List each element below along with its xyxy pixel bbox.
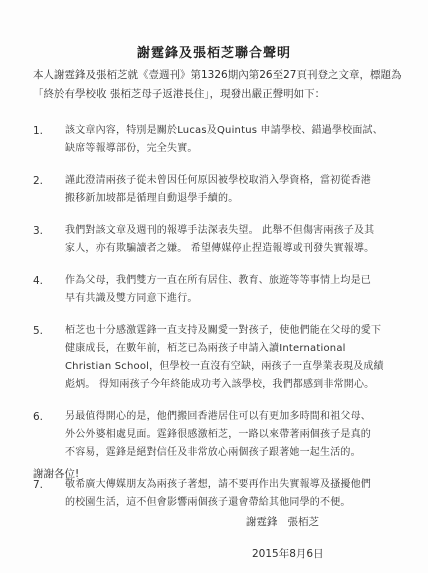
statement-items xyxy=(33,122,413,526)
statement-item-7 xyxy=(33,476,413,512)
statement-item-4 xyxy=(33,272,413,308)
item-text: 作為父母，我們雙方一直在所有居住、教育、旅遊等等事情上均是已 早有共識及雙方同意下進行。 xyxy=(65,275,371,304)
statement-intro: 本人謝霆鋒及張栢芝就《壹週刊》第1326期內第26至27頁刊登之文章，標題為「終於有學校收 張栢芝母子返港長住」，現發出嚴正聲明如下： xyxy=(33,69,402,100)
item-number: 3. xyxy=(33,225,44,237)
item-number: 2. xyxy=(33,175,44,187)
signature-name: 張栢芝 xyxy=(287,516,319,528)
statement-item-1 xyxy=(33,122,413,158)
item-text: 謹此澄清兩孩子從未曾因任何原因被學校取消入學資格，當初從香港 搬移新加坡都是循理自動退學手續的。 xyxy=(65,175,371,204)
statement-item-3 xyxy=(33,222,413,258)
item-text: 該文章內容，特別是關於Lucas及Quintus 申請學校、錯過學校面試、 缺席等報導部份，完全失實。 xyxy=(65,125,383,154)
item-text: 栢芝也十分感激霆鋒一直支持及關愛一對孩子，使他們能在父母的愛下 健康成長，在數年前，栢芝已為兩孩子申請入讀International Christian School，但學校一直沒有空缺，兩孩子一直學業表現及成績 彪炳。 得知兩孩子今年終能成功考入該學校，我們都感到非常開心。 xyxy=(65,325,384,390)
item-number: 7. xyxy=(33,479,44,491)
item-number: 6. xyxy=(33,411,44,423)
statement-item-5 xyxy=(33,322,413,394)
statement-item-2 xyxy=(33,172,413,208)
statement-title: 謝霆鋒及張栢芝聯合聲明 xyxy=(136,46,291,61)
closing-thanks: 謝謝各位! xyxy=(33,468,80,480)
statement-date: 2015年8月6日 xyxy=(252,548,324,560)
item-text: 敬希廣大傳媒朋友為兩孩子著想，請不要再作出失實報導及搔擾他們 的校園生活，這不但會影響兩個孩子還會帶給其他同學的不便。 xyxy=(65,479,371,508)
item-number: 4. xyxy=(33,275,44,287)
item-number: 5. xyxy=(33,325,44,337)
signatures xyxy=(246,514,319,529)
item-text: 另最值得開心的是，他們搬回香港居住可以有更加多時間和祖父母、 外公外婆相處見面。霆鋒很感激栢芝，一路以來帶著兩個孩子是真的 不容易，霆鋒是絕對信任及非常放心兩個孩子跟著她一起生活的。 xyxy=(65,411,371,458)
item-number: 1. xyxy=(33,125,44,137)
item-text: 我們對該文章及週刊的報導手法深表失望。 此舉不但傷害兩孩子及其 家人，亦有欺騙讀者之嫌。 希望傳媒停止捏造報導或刊發失實報導。 xyxy=(65,225,375,254)
signature-name: 謝霆鋒 xyxy=(246,516,278,528)
statement-item-6 xyxy=(33,408,413,462)
